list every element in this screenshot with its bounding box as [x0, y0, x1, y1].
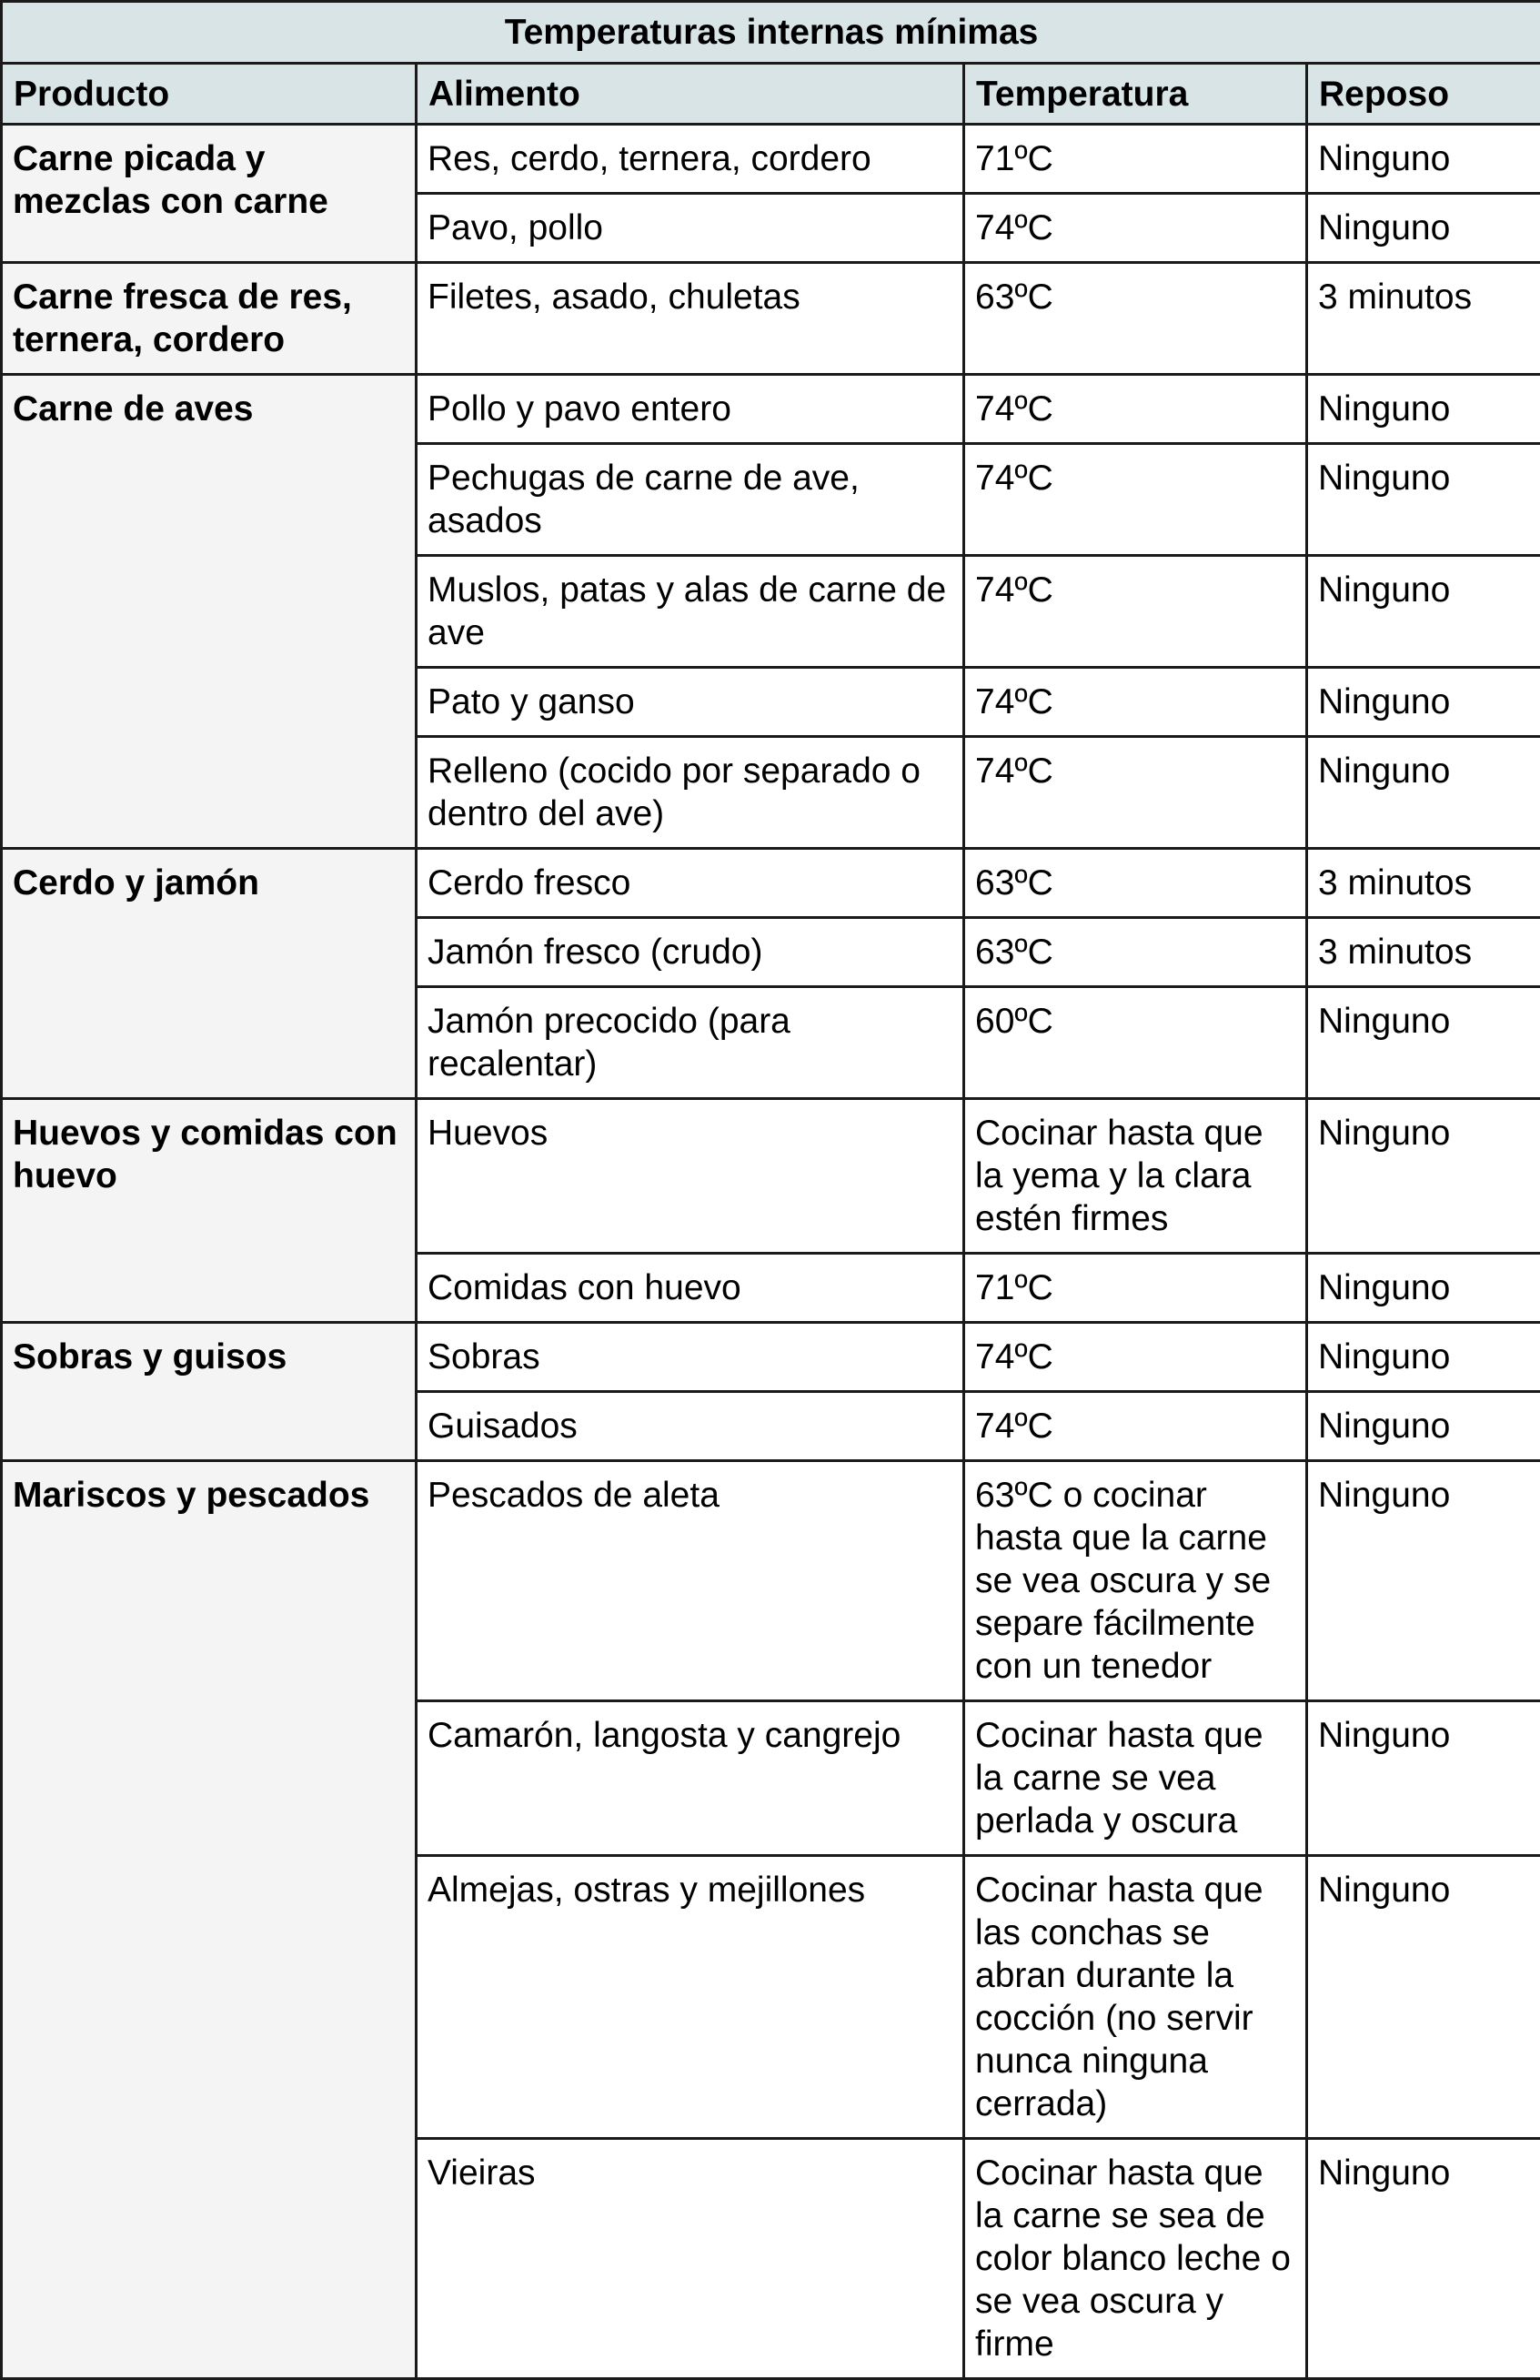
rest-cell: Ninguno	[1307, 556, 1540, 668]
food-cell: Relleno (cocido por separado o dentro del ave)	[417, 737, 964, 849]
temperature-cell: 74ºC	[964, 737, 1307, 849]
food-cell: Filetes, asado, chuletas	[417, 263, 964, 375]
rest-cell: Ninguno	[1307, 1323, 1540, 1392]
food-cell: Pescados de aleta	[417, 1461, 964, 1701]
table-row	[2, 1099, 1540, 1254]
table-row	[2, 375, 1540, 444]
header-temperature: Temperatura	[964, 64, 1307, 125]
temperature-cell: 71ºC	[964, 1254, 1307, 1323]
rest-cell: Ninguno	[1307, 1461, 1540, 1701]
temperature-cell: 63ºC	[964, 849, 1307, 918]
product-cell: Carne fresca de res, ternera, cordero	[2, 263, 417, 375]
product-cell: Carne de aves	[2, 375, 417, 849]
temperature-cell: 74ºC	[964, 375, 1307, 444]
rest-cell: Ninguno	[1307, 987, 1540, 1099]
table-row	[2, 263, 1540, 375]
table-body	[2, 125, 1540, 2379]
temperature-cell: 63ºC o cocinar hasta que la carne se vea oscura y se separe fácilmente con un tenedor	[964, 1461, 1307, 1701]
food-cell: Huevos	[417, 1099, 964, 1254]
temperature-cell: Cocinar hasta que las conchas se abran durante la cocción (no servir nunca ninguna cerrada)	[964, 1856, 1307, 2139]
food-cell: Comidas con huevo	[417, 1254, 964, 1323]
table-row	[2, 1323, 1540, 1392]
temperature-cell: 74ºC	[964, 444, 1307, 556]
temperature-cell: 74ºC	[964, 194, 1307, 263]
rest-cell: Ninguno	[1307, 1254, 1540, 1323]
header-product: Producto	[2, 64, 417, 125]
product-cell: Cerdo y jamón	[2, 849, 417, 1099]
rest-cell: Ninguno	[1307, 194, 1540, 263]
table-title: Temperaturas internas mínimas	[2, 2, 1540, 64]
rest-cell: Ninguno	[1307, 1392, 1540, 1461]
food-cell: Cerdo fresco	[417, 849, 964, 918]
temperature-cell: 74ºC	[964, 1392, 1307, 1461]
table-row	[2, 125, 1540, 194]
product-cell: Sobras y guisos	[2, 1323, 417, 1461]
food-cell: Muslos, patas y alas de carne de ave	[417, 556, 964, 668]
rest-cell: Ninguno	[1307, 1701, 1540, 1856]
food-cell: Pato y ganso	[417, 668, 964, 737]
temperature-cell: 63ºC	[964, 263, 1307, 375]
food-cell: Almejas, ostras y mejillones	[417, 1856, 964, 2139]
temperature-cell: 63ºC	[964, 918, 1307, 987]
temperature-cell: 74ºC	[964, 668, 1307, 737]
rest-cell: Ninguno	[1307, 2139, 1540, 2379]
temperature-cell: 71ºC	[964, 125, 1307, 194]
food-cell: Pavo, pollo	[417, 194, 964, 263]
header-rest: Reposo	[1307, 64, 1540, 125]
food-cell: Camarón, langosta y cangrejo	[417, 1701, 964, 1856]
temperature-cell: 74ºC	[964, 1323, 1307, 1392]
header-food: Alimento	[417, 64, 964, 125]
rest-cell: Ninguno	[1307, 125, 1540, 194]
temperature-cell: Cocinar hasta que la carne se sea de color blanco leche o se vea oscura y firme	[964, 2139, 1307, 2379]
temperature-cell: 60ºC	[964, 987, 1307, 1099]
temperature-cell: Cocinar hasta que la carne se vea perlada y oscura	[964, 1701, 1307, 1856]
table-row	[2, 849, 1540, 918]
temperature-cell: 74ºC	[964, 556, 1307, 668]
rest-cell: 3 minutos	[1307, 918, 1540, 987]
product-cell: Carne picada y mezclas con carne	[2, 125, 417, 263]
food-cell: Sobras	[417, 1323, 964, 1392]
rest-cell: Ninguno	[1307, 444, 1540, 556]
rest-cell: Ninguno	[1307, 1856, 1540, 2139]
food-cell: Jamón precocido (para recalentar)	[417, 987, 964, 1099]
rest-cell: Ninguno	[1307, 1099, 1540, 1254]
rest-cell: Ninguno	[1307, 668, 1540, 737]
table-row	[2, 1461, 1540, 1701]
food-cell: Guisados	[417, 1392, 964, 1461]
title-row	[2, 2, 1540, 64]
food-cell: Vieiras	[417, 2139, 964, 2379]
food-cell: Pechugas de carne de ave, asados	[417, 444, 964, 556]
rest-cell: Ninguno	[1307, 737, 1540, 849]
food-cell: Res, cerdo, ternera, cordero	[417, 125, 964, 194]
rest-cell: 3 minutos	[1307, 849, 1540, 918]
temperature-cell: Cocinar hasta que la yema y la clara estén firmes	[964, 1099, 1307, 1254]
food-cell: Pollo y pavo entero	[417, 375, 964, 444]
product-cell: Mariscos y pescados	[2, 1461, 417, 2379]
rest-cell: Ninguno	[1307, 375, 1540, 444]
food-cell: Jamón fresco (crudo)	[417, 918, 964, 987]
header-row	[2, 64, 1540, 125]
rest-cell: 3 minutos	[1307, 263, 1540, 375]
product-cell: Huevos y comidas con huevo	[2, 1099, 417, 1323]
